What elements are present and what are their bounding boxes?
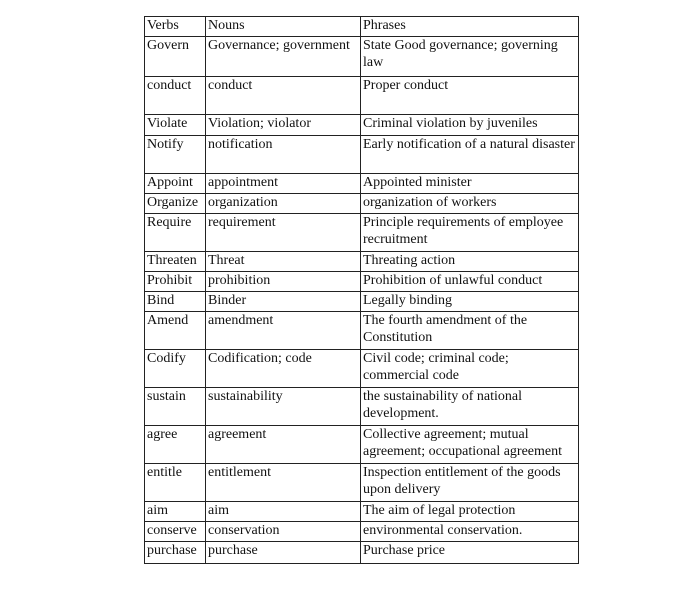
table-row [145,115,579,136]
header-phrases: Phrases [361,17,579,37]
noun-cell: Codification; code [206,350,361,388]
verb-cell: agree [145,426,206,464]
verb-cell: Codify [145,350,206,388]
table-row [145,136,579,174]
header-verbs: Verbs [145,17,206,37]
verb-cell: Govern [145,37,206,77]
table-row [145,174,579,194]
phrase-cell: Purchase price [361,542,579,564]
phrase-cell: Legally binding [361,292,579,312]
noun-cell: agreement [206,426,361,464]
phrase-cell: organization of workers [361,194,579,214]
noun-cell: conservation [206,522,361,542]
phrase-cell: State Good governance; governing law [361,37,579,77]
noun-cell: aim [206,502,361,522]
table-row [145,426,579,464]
verb-cell: Threaten [145,252,206,272]
noun-cell: Binder [206,292,361,312]
verb-cell: Amend [145,312,206,350]
noun-cell: conduct [206,77,361,115]
verb-cell: conserve [145,522,206,542]
table-row [145,272,579,292]
noun-cell: notification [206,136,361,174]
phrase-cell: The aim of legal protection [361,502,579,522]
table-row [145,350,579,388]
verb-cell: Violate [145,115,206,136]
phrase-cell: Civil code; criminal code; commercial code [361,350,579,388]
vocabulary-table [144,16,579,564]
header-row [145,17,579,37]
noun-cell: prohibition [206,272,361,292]
verb-cell: Organize [145,194,206,214]
phrase-cell: Criminal violation by juveniles [361,115,579,136]
verb-cell: Require [145,214,206,252]
verb-cell: Prohibit [145,272,206,292]
table-row [145,312,579,350]
table-row [145,194,579,214]
table-row [145,502,579,522]
verb-cell: Appoint [145,174,206,194]
table-row [145,214,579,252]
verb-cell: conduct [145,77,206,115]
phrase-cell: Appointed minister [361,174,579,194]
verb-cell: entitle [145,464,206,502]
table-row [145,37,579,77]
noun-cell: appointment [206,174,361,194]
noun-cell: purchase [206,542,361,564]
verb-cell: sustain [145,388,206,426]
phrase-cell: Inspection entitlement of the goods upon delivery [361,464,579,502]
verb-cell: aim [145,502,206,522]
table-row [145,292,579,312]
phrase-cell: Collective agreement; mutual agreement; occupational agreement [361,426,579,464]
table-row [145,77,579,115]
table-row [145,388,579,426]
phrase-cell: the sustainability of national development. [361,388,579,426]
noun-cell: Violation; violator [206,115,361,136]
verb-cell: purchase [145,542,206,564]
table-row [145,522,579,542]
table-row [145,542,579,564]
noun-cell: Governance; government [206,37,361,77]
noun-cell: requirement [206,214,361,252]
noun-cell: amendment [206,312,361,350]
noun-cell: organization [206,194,361,214]
verb-cell: Bind [145,292,206,312]
verb-cell: Notify [145,136,206,174]
header-nouns: Nouns [206,17,361,37]
phrase-cell: Early notification of a natural disaster [361,136,579,174]
phrase-cell: Prohibition of unlawful conduct [361,272,579,292]
noun-cell: sustainability [206,388,361,426]
phrase-cell: Principle requirements of employee recruitment [361,214,579,252]
phrase-cell: Proper conduct [361,77,579,115]
noun-cell: Threat [206,252,361,272]
phrase-cell: The fourth amendment of the Constitution [361,312,579,350]
phrase-cell: Threating action [361,252,579,272]
table-row [145,464,579,502]
phrase-cell: environmental conservation. [361,522,579,542]
table-row [145,252,579,272]
noun-cell: entitlement [206,464,361,502]
